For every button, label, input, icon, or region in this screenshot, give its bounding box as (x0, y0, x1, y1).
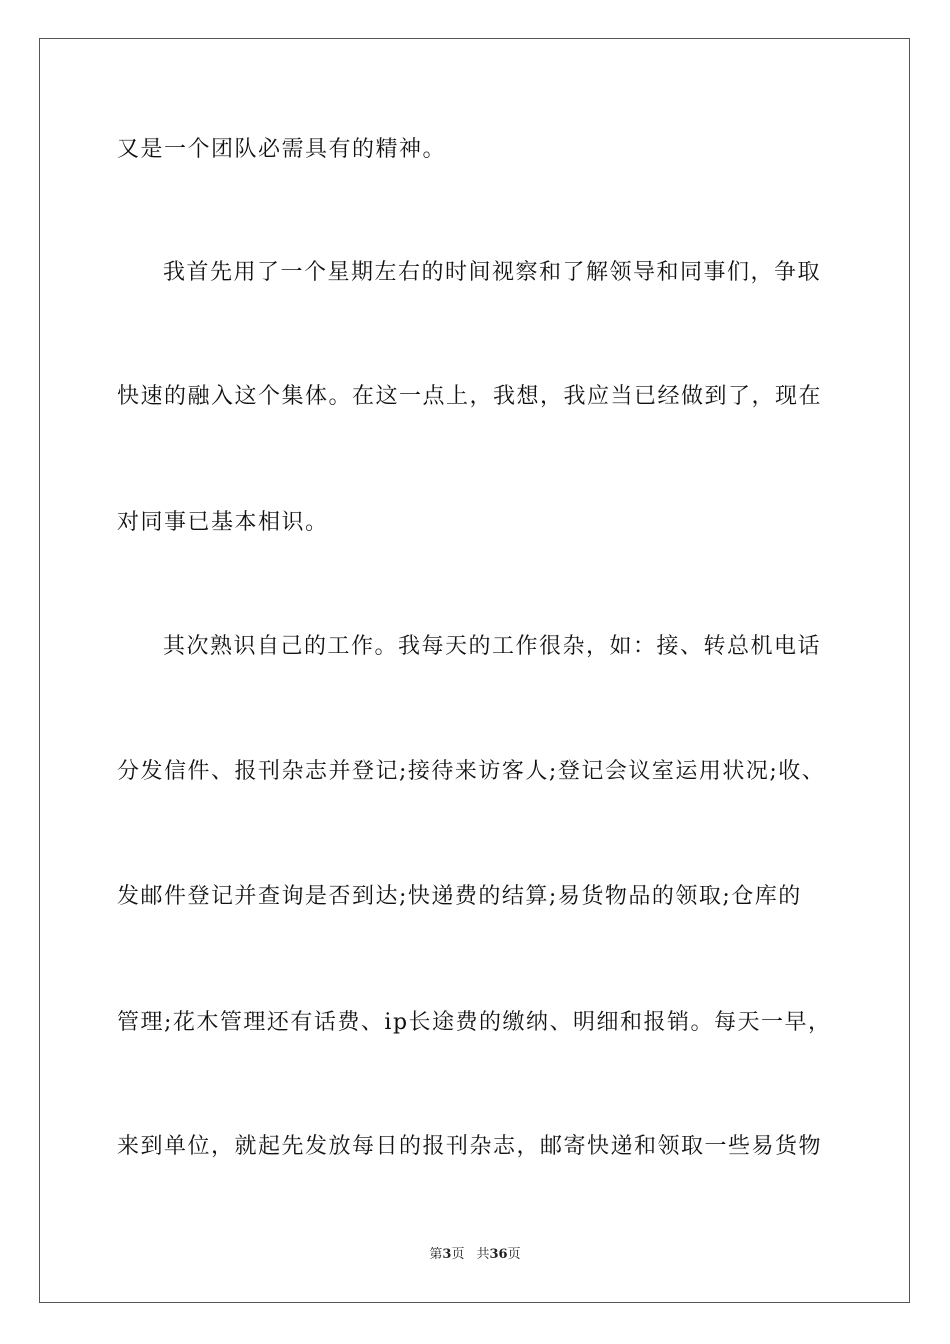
page-frame (39, 38, 910, 1303)
text-line-9: 来到单位，就起先发放每日的报刊杂志，邮寄快递和领取一些易货物 (117, 1134, 823, 1159)
text-line-2: 我首先用了一个星期左右的时间视察和了解领导和同事们，争取 (163, 260, 822, 285)
text-line-5: 其次熟识自己的工作。我每天的工作很杂，如：接、转总机电话 (163, 634, 822, 659)
page-footer (0, 1246, 950, 1264)
footer-total-prefix: 共 (476, 1247, 490, 1262)
text-line-1: 又是一个团队必需具有的精神。 (117, 137, 447, 162)
footer-page-suffix: 页 (451, 1247, 465, 1262)
text-line-3: 快速的融入这个集体。在这一点上，我想，我应当已经做到了，现在 (117, 384, 823, 409)
footer-total-suffix: 页 (507, 1247, 521, 1262)
text-line-8: 管理;花木管理还有话费、ip长途费的缴纳、明细和报销。每天一早， (117, 1010, 832, 1035)
footer-page-number: 3 (442, 1247, 452, 1262)
footer-total-pages: 36 (489, 1247, 508, 1262)
text-line-7: 发邮件登记并查询是否到达;快递费的结算;易货物品的领取;仓库的 (117, 884, 802, 909)
footer-page-prefix: 第 (429, 1247, 443, 1262)
text-line-6: 分发信件、报刊杂志并登记;接待来访客人;登记会议室运用状况;收、 (117, 759, 826, 784)
text-line-4: 对同事已基本相识。 (117, 510, 329, 535)
